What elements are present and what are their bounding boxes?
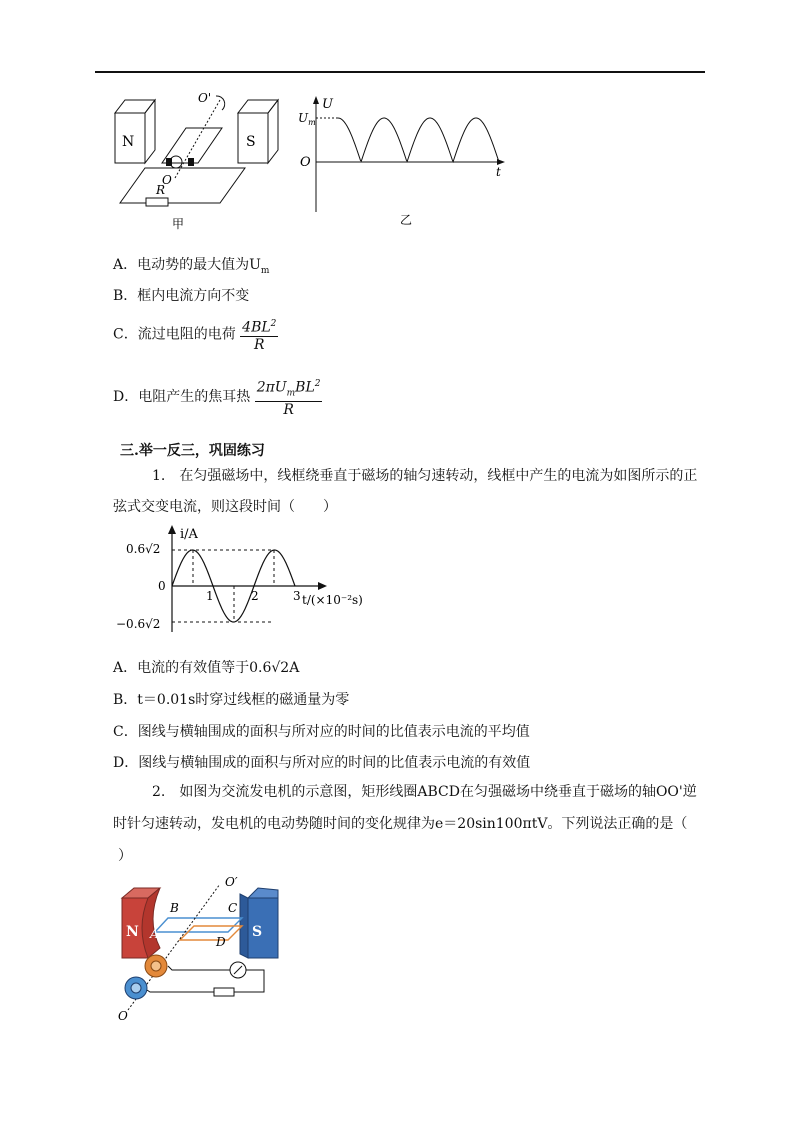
svg-text:t: t [496,165,501,179]
current-sine-graph [110,520,390,640]
svg-text:R: R [156,183,166,197]
svg-text:U: U [322,97,333,112]
q2-stem-line1: 2. 如图为交流发电机的示意图，矩形线圈ABCD在匀强磁场中绕垂直于磁场的轴OO'逆 [152,784,697,800]
svg-text:乙: 乙 [400,213,413,227]
q1-stem-line2: 弦式交变电流，则这段时间（ ） [113,499,337,515]
svg-text:1: 1 [206,589,214,603]
q2-stem-line2: 时针匀速转动，发电机的电动势随时间的变化规律为e＝20sin100πtV。下列说法正确的是（ [113,816,688,832]
svg-text:S: S [252,924,263,940]
svg-text:O: O [162,173,172,187]
svg-text:−0.6√2: −0.6√2 [116,617,161,631]
heat-fraction: $\frac{2\pi U_mBL^2}{R}$ [255,376,323,418]
charge-fraction: $\frac{4BL^2}{R}$ [240,316,278,353]
svg-text:S: S [246,134,256,150]
section-title: 三.举一反三，巩固练习 [120,443,265,459]
q0-option-b: B．框内电流方向不变 [113,288,250,304]
svg-text:N: N [122,134,135,150]
svg-text:i/A: i/A [180,527,198,542]
svg-text:2: 2 [251,589,259,603]
q0-option-a: A．电动势的最大值为$U_m$ [113,257,270,276]
svg-text:B: B [170,901,179,915]
svg-text:N: N [126,924,139,940]
svg-text:O': O' [198,91,212,105]
svg-text:O′: O′ [225,875,238,889]
svg-text:C: C [228,901,238,915]
svg-text:O: O [300,155,311,170]
svg-text:0.6√2: 0.6√2 [126,542,161,556]
svg-text:A: A [150,927,159,941]
q2-stem-line3: ） [118,848,132,864]
q0-option-d: D．电阻产生的焦耳热 $\frac{2\pi U_mBL^2}{R}$ [113,376,322,418]
voltage-graph-yi [296,92,511,232]
q1-option-b: B．t＝0.01s时穿过线框的磁通量为零 [113,692,350,708]
header-rule [95,71,705,73]
q1-option-a: A．电流的有效值等于0.6√2A [113,660,300,676]
q1-option-c: C．图线与横轴围成的面积与所对应的时间的比值表示电流的平均值 [113,724,530,740]
svg-text:0: 0 [158,579,166,593]
svg-text:Um: $U_m$ [298,111,316,127]
svg-text:D: D [216,935,226,949]
generator-figure-jia [110,88,280,238]
svg-text:3: 3 [293,589,301,603]
ac-generator-figure [110,870,280,1025]
q1-option-d: D．图线与横轴围成的面积与所对应的时间的比值表示电流的有效值 [113,755,531,771]
q1-stem-line1: 1. 在匀强磁场中，线框绕垂直于磁场的轴匀速转动，线框中产生的电流为如图所示的正 [152,468,698,484]
svg-text:t/(×10⁻²s): t/(×10⁻²s) [302,593,363,607]
svg-text:O: O [118,1009,128,1023]
svg-text:甲: 甲 [172,217,185,231]
q0-option-c: C．流过电阻的电荷 $\frac{4BL^2}{R}$ [113,316,278,353]
